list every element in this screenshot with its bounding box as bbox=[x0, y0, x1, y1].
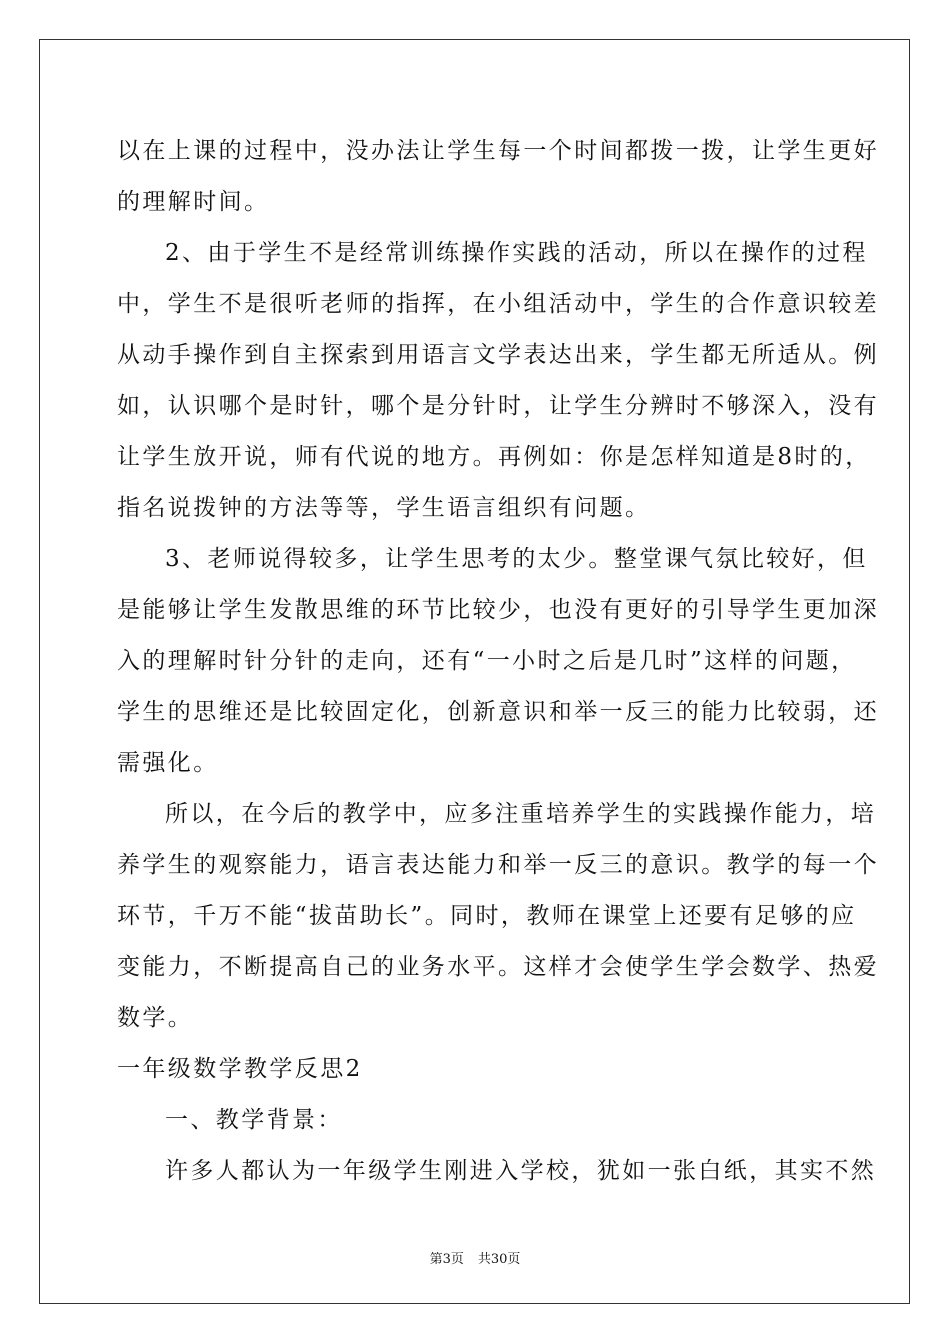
text-line: 指名说拨钟的方法等等，学生语言组织有问题。 bbox=[117, 495, 651, 521]
page-number: 第3页 bbox=[429, 1252, 464, 1267]
text-line: 养学生的观察能力，语言表达能力和举一反三的意识。教学的每一个 bbox=[117, 852, 879, 878]
document-body bbox=[117, 126, 879, 1197]
text-line: 如，认识哪个是时针，哪个是分针时，让学生分辨时不够深入，没有 bbox=[117, 393, 879, 419]
text-line: 让学生放开说，师有代说的地方。再例如：你是怎样知道是8时的， bbox=[117, 444, 871, 470]
text-line: 变能力，不断提高自己的业务水平。这样才会使学生学会数学、热爱 bbox=[117, 954, 879, 980]
paragraph-start-line: 许多人都认为一年级学生刚进入学校，犹如一张白纸，其实不然 bbox=[165, 1158, 877, 1184]
paragraph-start-line: 所以，在今后的教学中，应多注重培养学生的实践操作能力，培 bbox=[165, 801, 877, 827]
text-line: 中，学生不是很听老师的指挥，在小组活动中，学生的合作意识较差 bbox=[117, 291, 879, 317]
text-line: 学生的思维还是比较固定化，创新意识和举一反三的能力比较弱，还 bbox=[117, 699, 879, 725]
paragraph-start-line: 2、由于学生不是经常训练操作实践的活动，所以在操作的过程 bbox=[165, 240, 868, 266]
paragraph-start-line: 3、老师说得较多，让学生思考的太少。整堂课气氛比较好，但 bbox=[165, 546, 868, 572]
text-line: 是能够让学生发散思维的环节比较少，也没有更好的引导学生更加深 bbox=[117, 597, 879, 623]
text-line: 的理解时间。 bbox=[117, 189, 270, 215]
text-line: 入的理解时针分针的走向，还有“一小时之后是几时”这样的问题， bbox=[117, 648, 857, 674]
text-line: 环节，千万不能“拔苗助长”。同时，教师在课堂上还要有足够的应 bbox=[117, 903, 857, 929]
page-footer bbox=[0, 1248, 950, 1267]
text-line: 数学。 bbox=[117, 1005, 194, 1031]
text-line: 从动手操作到自主探索到用语言文学表达出来，学生都无所适从。例 bbox=[117, 342, 879, 368]
section-heading: 一年级数学教学反思2 bbox=[117, 1056, 363, 1082]
subsection-heading: 一、教学背景： bbox=[165, 1107, 343, 1133]
text-line: 需强化。 bbox=[117, 750, 219, 776]
page-total: 共30页 bbox=[477, 1252, 521, 1267]
text-line: 以在上课的过程中，没办法让学生每一个时间都拨一拨，让学生更好 bbox=[117, 138, 879, 164]
